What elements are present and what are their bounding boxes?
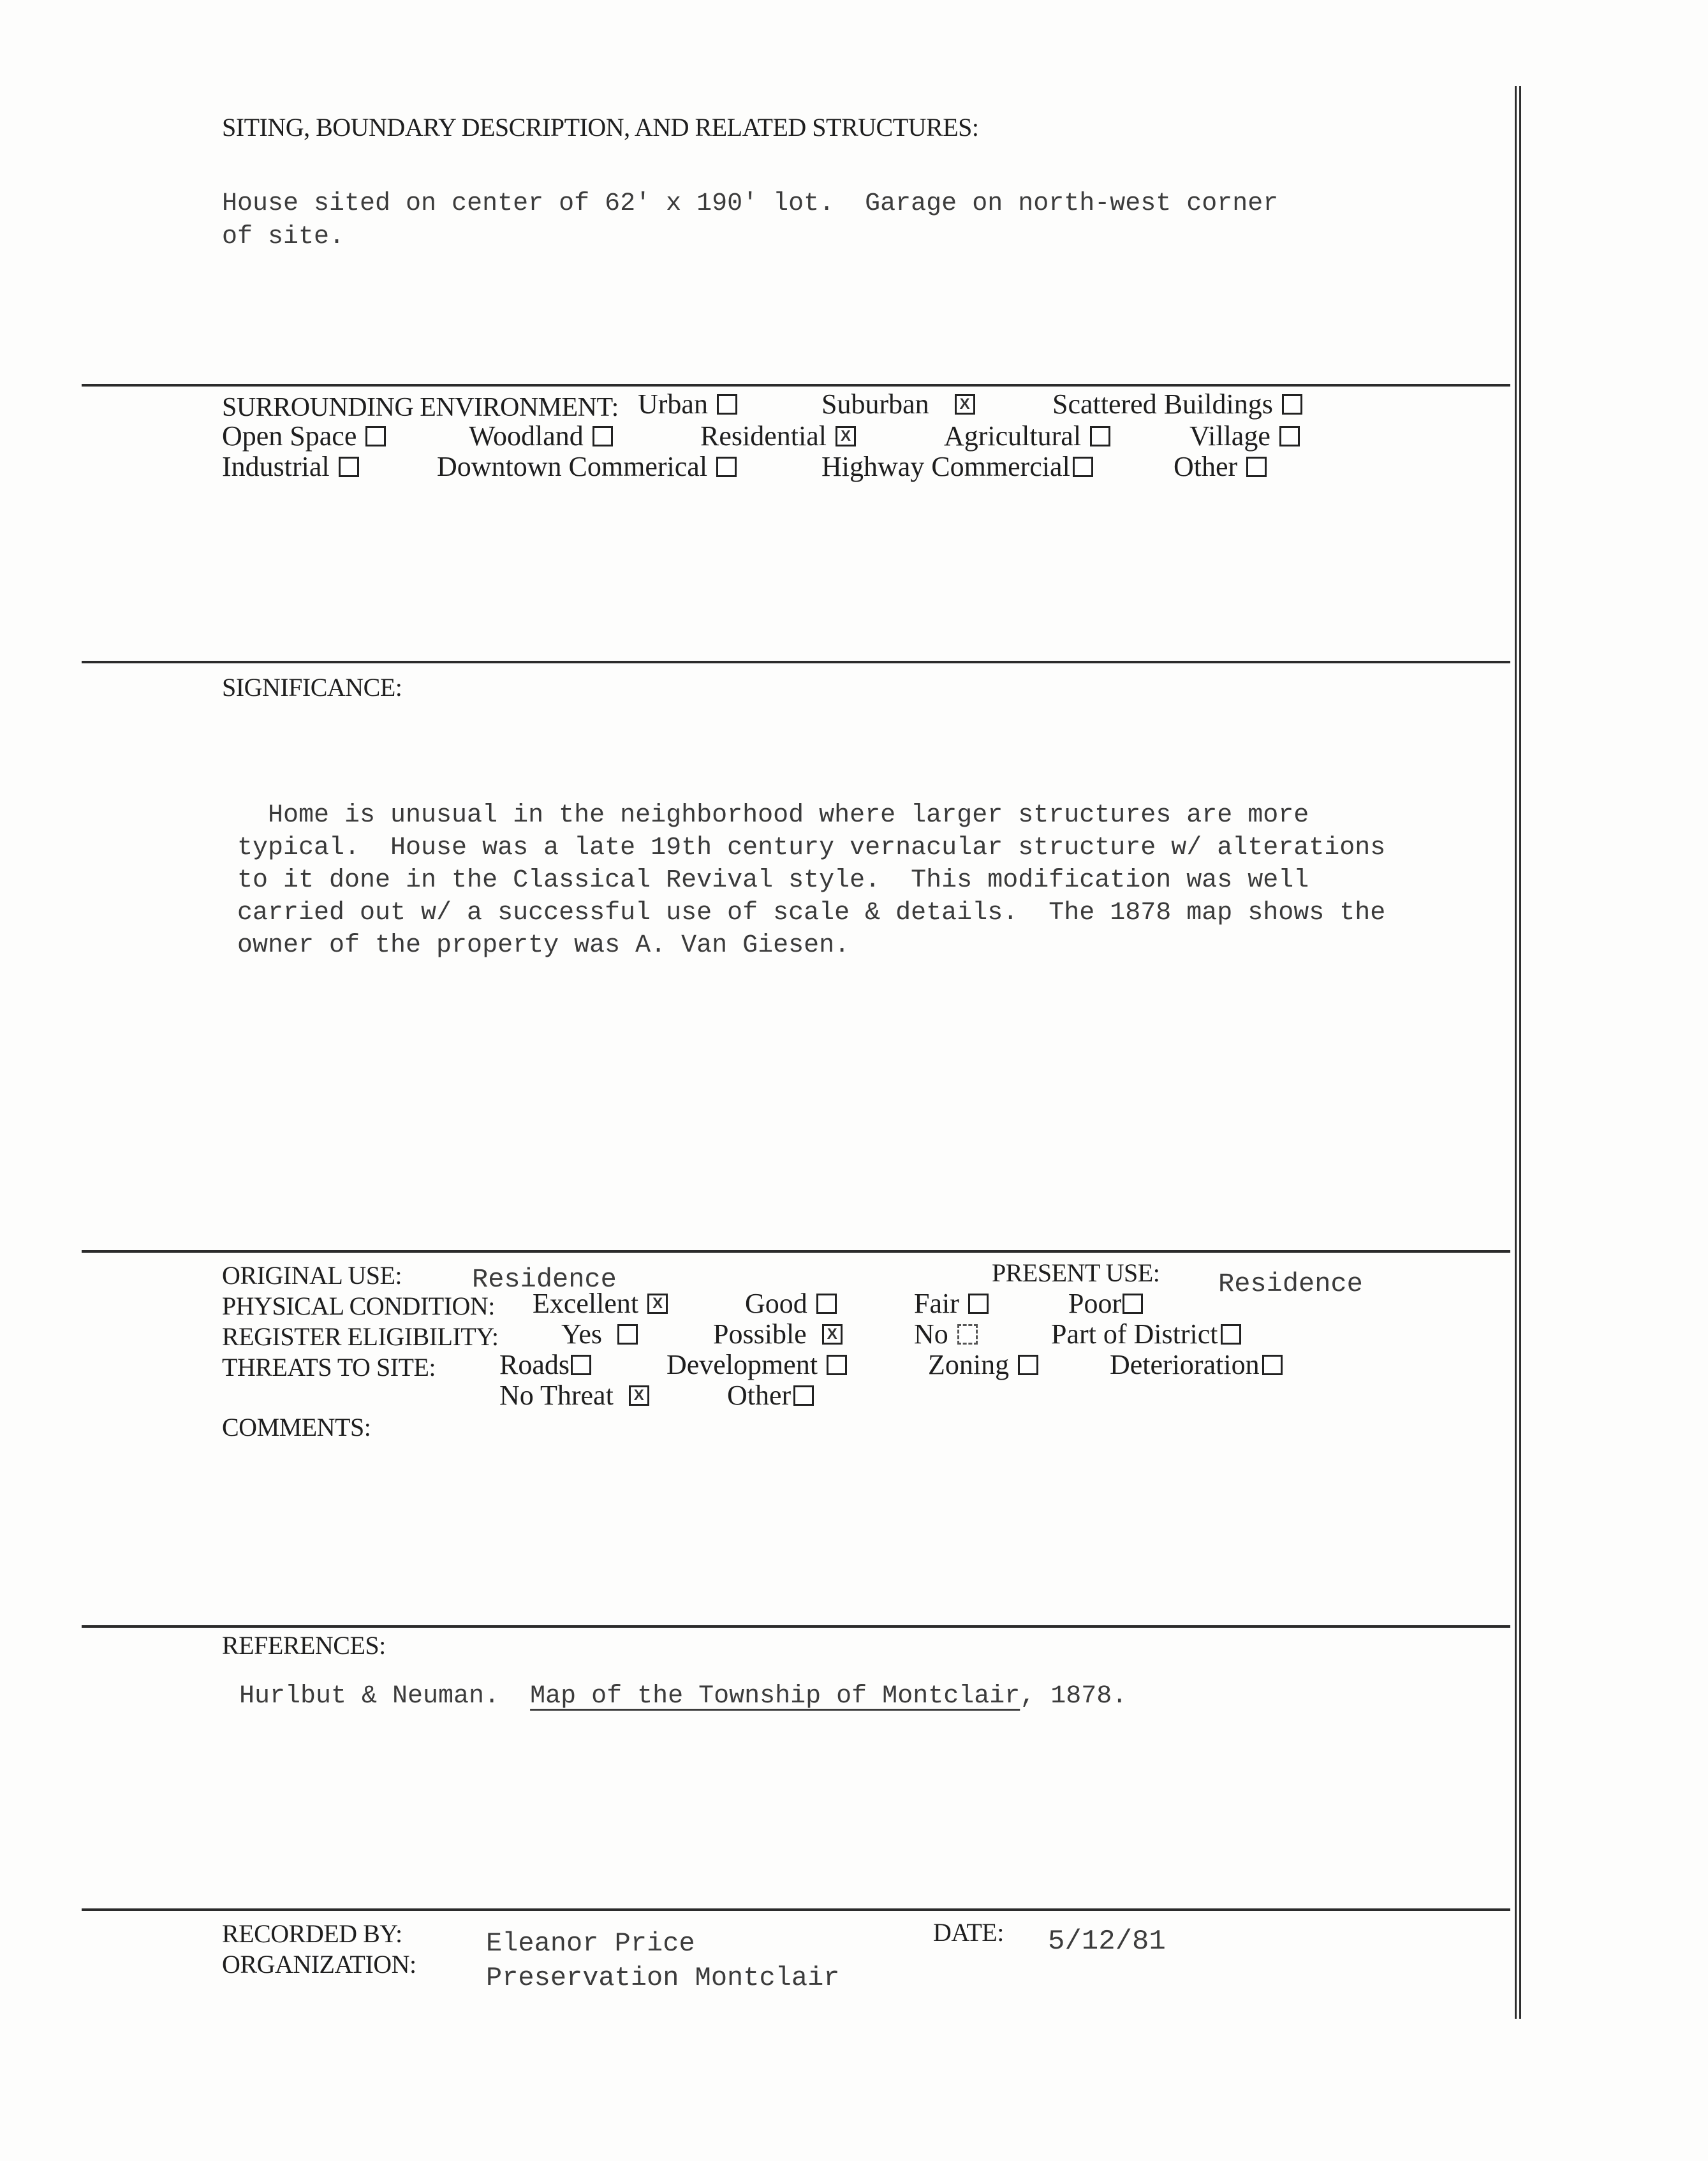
condition-option-good[interactable] [745,1290,837,1318]
checkbox-unchecked[interactable] [968,1294,989,1314]
env-option-label: Agricultural [944,420,1082,452]
section-divider [82,661,1510,663]
checkbox-unchecked[interactable] [1073,457,1093,477]
right-border-line-inner [1519,86,1521,2019]
organization-value: Preservation Montclair [486,1963,840,1993]
env-option-label: Woodland [469,420,584,452]
env-option-industrial[interactable] [222,453,359,481]
env-option-label: Scattered Buildings [1052,388,1273,420]
checkbox-unchecked[interactable] [617,1324,638,1345]
checkbox-checked[interactable] [836,426,856,446]
references-heading: REFERENCES: [222,1631,386,1660]
checkbox-checked[interactable] [955,394,975,415]
checkbox-unchecked[interactable] [717,394,737,415]
condition-option-fair[interactable] [914,1290,989,1318]
checkbox-checked[interactable] [822,1324,843,1345]
checkbox-unchecked[interactable] [365,426,386,446]
threat-option-label: Zoning [928,1349,1010,1380]
threat-option-development[interactable] [666,1351,847,1379]
checkbox-unchecked[interactable] [957,1324,978,1345]
significance-line-4: carried out w/ a successful use of scale & details. The 1878 map shows the [237,899,1386,927]
threat-option-label: No Threat [499,1380,614,1411]
env-option-other[interactable] [1174,453,1267,481]
condition-option-label: Poor [1068,1288,1122,1319]
checkbox-unchecked[interactable] [1262,1355,1283,1375]
reference-entry [239,1684,1127,1709]
checkbox-checked[interactable] [647,1294,668,1314]
checkbox-unchecked[interactable] [1090,426,1110,446]
env-option-scattered-buildings[interactable] [1052,390,1302,418]
env-option-label: Suburban [821,388,929,420]
condition-option-poor[interactable] [1068,1290,1143,1318]
eligibility-option-label: Possible [713,1318,807,1350]
threat-option-no-threat[interactable] [499,1382,649,1410]
threat-option-other[interactable] [727,1382,814,1410]
right-border-line [1515,86,1517,2019]
recorded-by-value: Eleanor Price [486,1928,695,1959]
env-option-agricultural[interactable] [944,422,1110,450]
env-option-village[interactable] [1189,422,1300,450]
threats-to-site-label: THREATS TO SITE: [222,1353,436,1382]
checkbox-unchecked[interactable] [816,1294,837,1314]
siting-text-line-1: House sited on center of 62' x 190' lot. Garage on north-west corner [222,189,1279,218]
condition-option-label: Good [745,1288,807,1319]
threat-option-label: Deterioration [1110,1349,1260,1380]
significance-line-3: to it done in the Classical Revival style. This modification was well [237,866,1309,895]
eligibility-option-no[interactable] [914,1320,978,1348]
checkbox-unchecked[interactable] [593,426,613,446]
reference-title: Map of the Township of Montclair [530,1682,1020,1711]
env-option-label: Urban [638,388,708,420]
checkbox-unchecked[interactable] [1282,394,1302,415]
checkbox-unchecked[interactable] [1123,1294,1143,1314]
checkbox-checked[interactable] [629,1385,649,1406]
condition-option-label: Excellent [533,1288,639,1319]
threat-option-deterioration[interactable] [1110,1351,1283,1379]
checkbox-unchecked[interactable] [1279,426,1300,446]
section-divider [82,384,1510,387]
threat-option-roads[interactable] [499,1351,591,1379]
recorded-by-label: RECORDED BY: [222,1919,402,1948]
siting-heading: SITING, BOUNDARY DESCRIPTION, AND RELATED STRUCTURES: [222,113,979,142]
section-divider [82,1250,1510,1253]
env-option-residential[interactable] [700,422,856,450]
present-use-label: PRESENT USE: [992,1258,1160,1287]
present-use-value: Residence [1218,1269,1363,1299]
original-use-value: Residence [472,1264,617,1295]
register-eligibility-label: REGISTER ELIGIBILITY: [222,1322,499,1351]
date-value: 5/12/81 [1048,1926,1166,1958]
comments-label: COMMENTS: [222,1413,371,1442]
env-option-suburban[interactable] [821,390,975,418]
eligibility-option-label: Yes [561,1318,603,1350]
env-option-label: Village [1189,420,1270,452]
env-option-label: Open Space [222,420,357,452]
checkbox-unchecked[interactable] [339,457,359,477]
reference-suffix: , 1878. [1020,1682,1128,1711]
env-option-label: Downtown Commerical [437,451,708,482]
checkbox-unchecked[interactable] [1018,1355,1038,1375]
siting-text-line-2: of site. [222,223,345,251]
env-option-label: Residential [700,420,827,452]
eligibility-option-yes[interactable] [561,1320,638,1348]
original-use-label: ORIGINAL USE: [222,1261,402,1290]
eligibility-option-label: No [914,1318,948,1350]
reference-author: Hurlbut & Neuman. [239,1682,500,1711]
checkbox-unchecked[interactable] [1246,457,1267,477]
section-divider [82,1625,1510,1628]
checkbox-unchecked[interactable] [571,1355,591,1375]
env-option-highway-commercial[interactable] [821,453,1093,481]
checkbox-unchecked[interactable] [1221,1324,1241,1345]
condition-option-label: Fair [914,1288,959,1319]
significance-heading: SIGNIFICANCE: [222,673,402,702]
condition-option-excellent[interactable] [533,1290,668,1318]
env-option-label: Highway Commercial [821,451,1070,482]
env-option-woodland[interactable] [469,422,613,450]
env-option-open-space[interactable] [222,422,386,450]
threat-option-label: Development [666,1349,818,1380]
date-label: DATE: [933,1918,1004,1947]
environment-heading: SURROUNDING ENVIRONMENT: [222,393,619,422]
significance-line-1: Home is unusual in the neighborhood where larger structures are more [237,801,1309,830]
eligibility-option-possible[interactable] [713,1320,843,1348]
checkbox-unchecked[interactable] [716,457,737,477]
section-divider [82,1908,1510,1911]
organization-label: ORGANIZATION: [222,1950,416,1979]
threat-option-label: Roads [499,1349,570,1380]
env-option-label: Other [1174,451,1238,482]
threat-option-zoning[interactable] [928,1351,1038,1379]
env-option-label: Industrial [222,451,330,482]
physical-condition-label: PHYSICAL CONDITION: [222,1292,495,1320]
significance-line-5: owner of the property was A. Van Giesen. [237,931,850,960]
checkbox-unchecked[interactable] [793,1385,814,1406]
checkbox-unchecked[interactable] [827,1355,847,1375]
eligibility-option-part-of-district[interactable] [1051,1320,1241,1348]
threat-option-label: Other [727,1380,791,1411]
env-option-downtown-commercial[interactable] [437,453,737,481]
eligibility-option-label: Part of District [1051,1318,1218,1350]
env-option-urban[interactable] [638,390,737,418]
significance-line-2: typical. House was a late 19th century vernacular structure w/ alterations [237,834,1386,862]
